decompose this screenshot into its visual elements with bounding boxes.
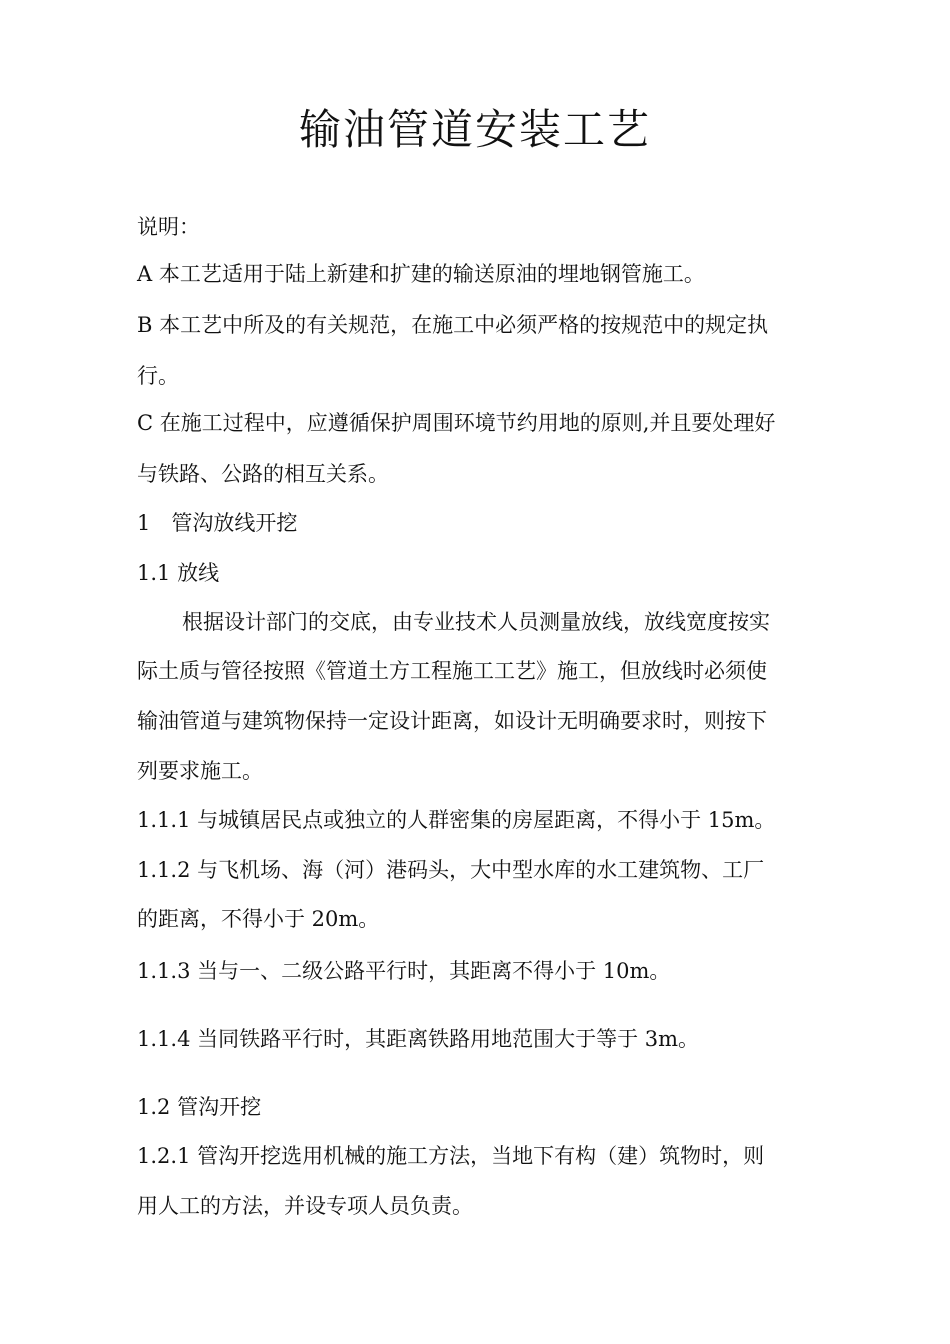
text-line-note-b-cont: 行。 <box>137 364 179 388</box>
text-line-note-c: C 在施工过程中，应遵循保护周围环境节约用地的原则,并且要处理好 <box>137 411 776 435</box>
text-line-note-a: A 本工艺适用于陆上新建和扩建的输送原油的埋地钢管施工。 <box>137 262 705 286</box>
paragraph-line: 输油管道与建筑物保持一定设计距离，如设计无明确要求时，则按下 <box>137 709 767 733</box>
section-heading-1: 1 管沟放线开挖 <box>137 511 298 535</box>
clause-1-1-4: 1.1.4 当同铁路平行时，其距离铁路用地范围大于等于 3m。 <box>137 1027 700 1051</box>
text-line-note-b: B 本工艺中所及的有关规范，在施工中必须严格的按规范中的规定执 <box>137 313 769 337</box>
section-heading-1-1: 1.1 放线 <box>137 561 220 585</box>
clause-1-1-1: 1.1.1 与城镇居民点或独立的人群密集的房屋距离，不得小于 15m。 <box>137 808 776 832</box>
paragraph-line: 际土质与管径按照《管道土方工程施工工艺》施工，但放线时必须使 <box>137 659 767 683</box>
clause-1-2-1-cont: 用人工的方法，并设专项人员负责。 <box>137 1194 473 1218</box>
document-title: 输油管道安装工艺 <box>298 105 651 154</box>
paragraph-line: 列要求施工。 <box>137 759 263 783</box>
clause-1-1-2-cont: 的距离，不得小于 20m。 <box>137 907 380 931</box>
clause-1-1-2: 1.1.2 与飞机场、海（河）港码头，大中型水库的水工建筑物、工厂 <box>137 858 765 882</box>
clause-1-2-1: 1.2.1 管沟开挖选用机械的施工方法，当地下有构（建）筑物时，则 <box>137 1144 765 1168</box>
section-heading-1-2: 1.2 管沟开挖 <box>137 1095 262 1119</box>
paragraph-line: 根据设计部门的交底，由专业技术人员测量放线，放线宽度按实 <box>182 610 770 634</box>
clause-1-1-3: 1.1.3 当与一、二级公路平行时，其距离不得小于 10m。 <box>137 959 671 983</box>
text-line-note-heading: 说明： <box>137 215 200 239</box>
text-line-note-c-cont: 与铁路、公路的相互关系。 <box>137 462 389 486</box>
